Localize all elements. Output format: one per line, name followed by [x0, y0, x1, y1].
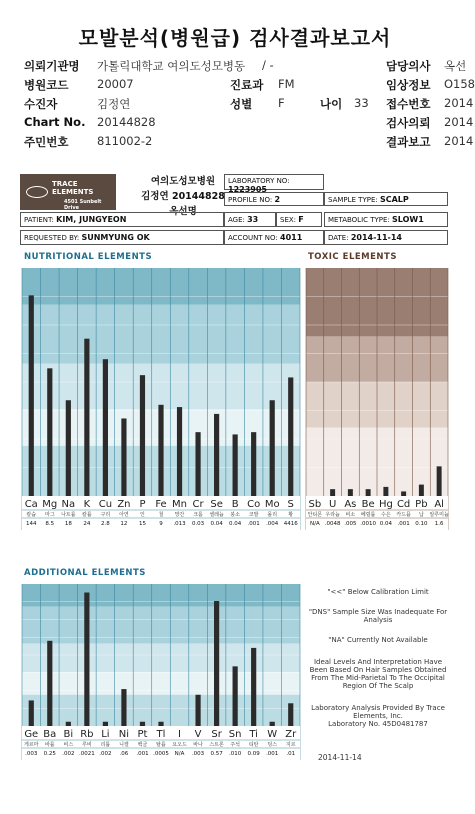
note-3: "NA" Currently Not Available	[328, 636, 428, 644]
bar-cu	[103, 359, 108, 496]
band	[22, 672, 300, 695]
requested-box	[20, 230, 224, 245]
bar-pb	[419, 485, 424, 496]
element-korean-name: 우라늄	[325, 512, 340, 518]
element-value: .013	[173, 521, 186, 527]
date-value: 2014-11-14	[350, 233, 402, 242]
bar-cd	[401, 491, 406, 496]
element-korean-name: 카드뮴	[396, 512, 411, 518]
bar-zr	[288, 703, 293, 726]
element-symbol: Zn	[117, 499, 131, 510]
bar-ca	[29, 295, 34, 496]
sample-value: SCALP	[379, 195, 409, 204]
element-value: .003	[191, 751, 205, 757]
element-value: 1.6	[434, 521, 444, 527]
receipt-value: 2014	[444, 96, 474, 110]
element-value: 0.04	[379, 521, 392, 527]
age-value: 33	[354, 96, 369, 110]
bar-ni	[121, 689, 126, 726]
bar-bi	[66, 722, 71, 726]
bar-b	[233, 434, 238, 496]
additional-chart	[22, 578, 300, 760]
element-korean-name: 니켈	[119, 742, 129, 748]
element-korean-name: 납	[418, 512, 424, 518]
rrn-value: 811002-2	[97, 134, 153, 148]
metabolic-box	[324, 212, 448, 227]
element-korean-name: 황	[288, 512, 294, 518]
element-value: .001	[266, 751, 279, 757]
element-value: N/A	[174, 751, 185, 757]
element-korean-name: 비소	[345, 512, 356, 518]
element-value: .01	[286, 751, 296, 757]
element-value: 0.10	[415, 521, 428, 527]
trace-elements-logo	[20, 174, 116, 210]
chart-value: 20144828	[97, 115, 156, 129]
lab-no-value: 1223905	[228, 185, 267, 194]
element-korean-name: 바륨	[44, 742, 55, 748]
nutritional-chart	[22, 262, 300, 530]
sex-box-label: SEX:	[280, 216, 297, 224]
age-box-value: 33	[247, 215, 259, 224]
report-date-value: 2014	[444, 134, 474, 148]
element-korean-name: 수은	[381, 512, 391, 518]
element-value: 18	[64, 521, 72, 527]
patient-header	[24, 58, 475, 153]
patient-box	[20, 212, 224, 227]
element-symbol: Ge	[24, 729, 39, 740]
examinee-value: 김정연	[97, 97, 131, 111]
element-symbol: I	[178, 729, 182, 740]
element-symbol: Sb	[308, 499, 322, 510]
element-symbol: Pt	[137, 729, 148, 740]
element-value: 0.09	[247, 751, 260, 757]
element-symbol: Co	[247, 499, 261, 510]
element-korean-name: 주석	[230, 742, 240, 748]
element-symbol: Fe	[155, 499, 167, 510]
profile-box	[224, 192, 324, 206]
note-5: Laboratory Analysis Provided By Trace Elements, Inc.	[311, 704, 445, 720]
note-1: "<<" Below Calibration Limit	[327, 588, 429, 596]
element-value: 8.5	[45, 521, 55, 527]
band	[22, 607, 300, 644]
dept-value: FM	[278, 77, 295, 91]
element-symbol: Ba	[43, 729, 57, 740]
element-value: .004	[266, 521, 279, 527]
element-korean-name: 몰리	[267, 512, 278, 518]
element-symbol: Mg	[42, 499, 58, 510]
element-symbol: U	[328, 499, 337, 510]
dept-label: 진료과	[230, 78, 264, 92]
rrn-label: 주민번호	[24, 135, 69, 149]
element-symbol: Zr	[285, 729, 297, 740]
request-value: 2014	[444, 115, 474, 129]
report-date-label: 결과보고	[386, 135, 431, 149]
report-patient-line: 김정연 20144828	[141, 191, 225, 202]
bar-p	[140, 375, 145, 496]
bar-u	[330, 489, 335, 496]
bar-zn	[121, 418, 126, 496]
element-korean-name: 마그	[44, 512, 55, 518]
element-symbol: Ni	[118, 729, 130, 740]
bar-fe	[158, 405, 163, 496]
element-value: .001	[247, 521, 260, 527]
sex-label: 성별	[230, 97, 253, 111]
element-value: .002	[62, 751, 75, 757]
element-korean-name: 요오드	[172, 742, 187, 748]
bar-sn	[233, 666, 238, 726]
bar-tl	[158, 722, 163, 726]
element-value: 2.8	[101, 521, 110, 527]
band	[22, 644, 300, 672]
element-korean-name: 구리	[100, 512, 111, 518]
element-symbol: P	[139, 499, 146, 510]
element-symbol: As	[344, 499, 357, 510]
bar-be	[366, 489, 371, 496]
band	[22, 584, 300, 607]
band	[22, 304, 300, 363]
element-korean-name: 안티몬	[307, 512, 323, 518]
element-symbol: Se	[210, 499, 223, 510]
notes-block	[308, 588, 448, 728]
profile-label: PROFILE NO:	[228, 196, 273, 204]
element-korean-name: 게르마	[24, 742, 39, 748]
nutritional-title: NUTRITIONAL ELEMENTS	[24, 252, 153, 262]
element-value: .0010	[360, 521, 376, 527]
request-label: 검사의뢰	[386, 116, 431, 130]
report-hospital: 여의도성모병원	[150, 176, 216, 187]
age-box-label: AGE:	[228, 216, 245, 224]
institution-value: 가톨릭대학교 여의도성모병동	[97, 59, 246, 73]
hospital-code-label: 병원코드	[24, 78, 69, 92]
element-symbol: Ca	[24, 499, 38, 510]
clinical-label: 임상정보	[386, 78, 431, 92]
examinee-label: 수진자	[24, 97, 58, 111]
bar-mg	[47, 368, 52, 496]
doctor-label: 담당의사	[386, 59, 431, 73]
note-4: Ideal Levels And Interpretation Have Been Based On Hair Samples Obtained From The Mid-Parietal To The Occipital Region Of The Scalp	[309, 658, 447, 690]
element-korean-name: 아연	[119, 512, 129, 518]
lab-no-box	[224, 174, 324, 194]
logo-text: TRACE ELEMENTS	[52, 180, 94, 196]
element-symbol: Cu	[98, 499, 113, 510]
element-symbol: Mn	[172, 499, 188, 510]
requested-label: REQUESTED BY:	[24, 234, 80, 242]
element-symbol: Ti	[249, 729, 258, 740]
bar-ti	[251, 648, 256, 726]
band	[22, 364, 300, 410]
element-symbol: Na	[61, 499, 76, 510]
element-value: 0.03	[191, 521, 205, 527]
element-value: 12	[120, 521, 128, 527]
bar-as	[348, 489, 353, 496]
bar-se	[214, 414, 219, 496]
sex-value: F	[278, 96, 285, 110]
element-korean-name: 루비	[82, 742, 92, 748]
element-value: .010	[229, 751, 242, 757]
additional-title: ADDITIONAL ELEMENTS	[24, 568, 146, 578]
age-label: 나이	[320, 97, 343, 111]
element-korean-name: 스트론	[209, 742, 224, 748]
band	[22, 695, 300, 726]
element-symbol: Rb	[80, 729, 94, 740]
element-value: .001	[397, 521, 410, 527]
toxic-title: TOXIC ELEMENTS	[308, 252, 397, 262]
element-korean-name: 크롬	[193, 512, 203, 518]
account-value: 4011	[280, 233, 303, 242]
element-korean-name: 지르	[285, 742, 296, 748]
logo-address: 4501 Sunbelt Drive	[64, 199, 102, 211]
patient-value: KIM, JUNGYEON	[56, 215, 127, 224]
note-2: "DNS" Sample Size Was Inadequate For Analysis	[308, 608, 448, 624]
bar-co	[251, 432, 256, 496]
element-symbol: Be	[361, 499, 375, 510]
element-symbol: Li	[101, 729, 110, 740]
bar-mn	[177, 407, 182, 496]
element-symbol: B	[231, 499, 239, 510]
element-value: 0.57	[210, 751, 223, 757]
element-symbol: Cr	[192, 499, 204, 510]
element-value: 9	[159, 521, 163, 527]
age-box	[224, 212, 276, 227]
sex-box	[276, 212, 322, 227]
sign-date: 2014-11-14	[318, 753, 362, 762]
report-title: 모발분석(병원급) 검사결과보고서	[78, 26, 392, 50]
bar-li	[103, 722, 108, 726]
bar-w	[270, 722, 275, 726]
element-value: 0.25	[43, 751, 56, 757]
receipt-label: 접수번호	[386, 97, 431, 111]
bar-al	[437, 466, 442, 496]
band	[22, 268, 300, 304]
sample-box	[324, 192, 448, 206]
element-korean-name: 인	[140, 512, 145, 518]
profile-value: 2	[274, 195, 281, 204]
element-value: .005	[344, 521, 357, 527]
element-value: 24	[83, 521, 91, 527]
bar-cr	[195, 432, 200, 496]
chart-label: Chart No.	[24, 115, 86, 129]
sex-box-value: F	[298, 215, 304, 224]
bar-sr	[214, 601, 219, 726]
bar-mo	[270, 400, 275, 496]
report-doctor-line: 옥선명	[169, 206, 197, 217]
element-korean-name: 코발	[248, 512, 259, 518]
element-value: .0048	[324, 521, 341, 527]
element-symbol: Tl	[156, 729, 166, 740]
patient-label: PATIENT:	[24, 216, 54, 224]
element-symbol: Hg	[378, 499, 393, 510]
bar-na	[66, 400, 71, 496]
element-symbol: Sr	[211, 729, 222, 740]
date-label: DATE:	[328, 234, 349, 242]
element-symbol: W	[267, 729, 278, 740]
element-value: .001	[136, 751, 149, 757]
element-korean-name: 베릴륨	[360, 512, 376, 518]
element-symbol: V	[194, 729, 202, 740]
element-symbol: Sn	[228, 729, 242, 740]
element-korean-name: 칼슘	[26, 512, 37, 518]
element-korean-name: 티탄	[248, 742, 259, 748]
bar-pt	[140, 722, 145, 726]
metabolic-label: METABOLIC TYPE:	[328, 216, 390, 224]
element-korean-name: 셀레늄	[209, 512, 224, 518]
element-value: 144	[26, 521, 37, 527]
element-value: N/A	[310, 521, 320, 527]
sample-label: SAMPLE TYPE:	[328, 196, 378, 204]
element-korean-name: 백금	[137, 742, 148, 748]
element-korean-name: 칼륨	[82, 512, 92, 518]
account-box	[224, 230, 324, 245]
element-korean-name: 비스	[63, 742, 74, 748]
bar-hg	[383, 487, 388, 496]
bar-rb	[84, 593, 89, 726]
element-symbol: Pb	[415, 499, 428, 510]
clinical-value: O158	[444, 77, 475, 91]
requested-value: SUNMYUNG OK	[81, 233, 150, 242]
institution-label: 의뢰기관명	[24, 59, 80, 73]
element-value: 15	[138, 521, 146, 527]
element-korean-name: 바나	[193, 742, 203, 748]
element-value: 0.04	[229, 521, 242, 527]
element-value: 4416	[283, 521, 298, 527]
element-value: .002	[99, 751, 112, 757]
bar-v	[195, 695, 200, 726]
element-korean-name: 알루미늄	[429, 512, 449, 518]
element-korean-name: 철	[158, 512, 164, 518]
toxic-chart	[306, 262, 448, 530]
metabolic-value: SLOW1	[392, 215, 424, 224]
bar-ge	[29, 700, 34, 726]
element-symbol: S	[287, 499, 294, 510]
element-value: .003	[25, 751, 38, 757]
element-symbol: Mo	[264, 499, 280, 510]
element-value: .0021	[78, 751, 95, 757]
element-value: 0.04	[210, 521, 223, 527]
lab-no-label: LABORATORY NO:	[228, 177, 290, 185]
element-value: .0005	[153, 751, 169, 757]
hospital-code-value: 20007	[97, 77, 134, 91]
date-box	[324, 230, 448, 245]
slash: / -	[262, 58, 274, 72]
doctor-value: 옥선	[444, 59, 467, 73]
element-symbol: Bi	[63, 729, 74, 740]
element-korean-name: 탈륨	[156, 742, 166, 748]
bar-s	[288, 377, 293, 496]
element-korean-name: 텅스	[267, 742, 278, 748]
bar-ba	[47, 641, 52, 726]
element-korean-name: 붕소	[230, 512, 240, 518]
logo-ellipse-icon	[26, 186, 48, 198]
element-korean-name: 리튬	[100, 742, 111, 748]
element-value: .06	[119, 751, 129, 757]
element-symbol: Cd	[396, 499, 411, 510]
lab-report	[18, 168, 450, 796]
note-6: Laboratory No. 45D0481787	[328, 720, 428, 728]
bar-k	[84, 339, 89, 496]
element-symbol: Al	[434, 499, 444, 510]
element-symbol: K	[83, 499, 91, 510]
element-korean-name: 망간	[174, 512, 185, 518]
element-korean-name: 나트륨	[61, 512, 76, 518]
account-label: ACCOUNT NO:	[228, 234, 278, 242]
